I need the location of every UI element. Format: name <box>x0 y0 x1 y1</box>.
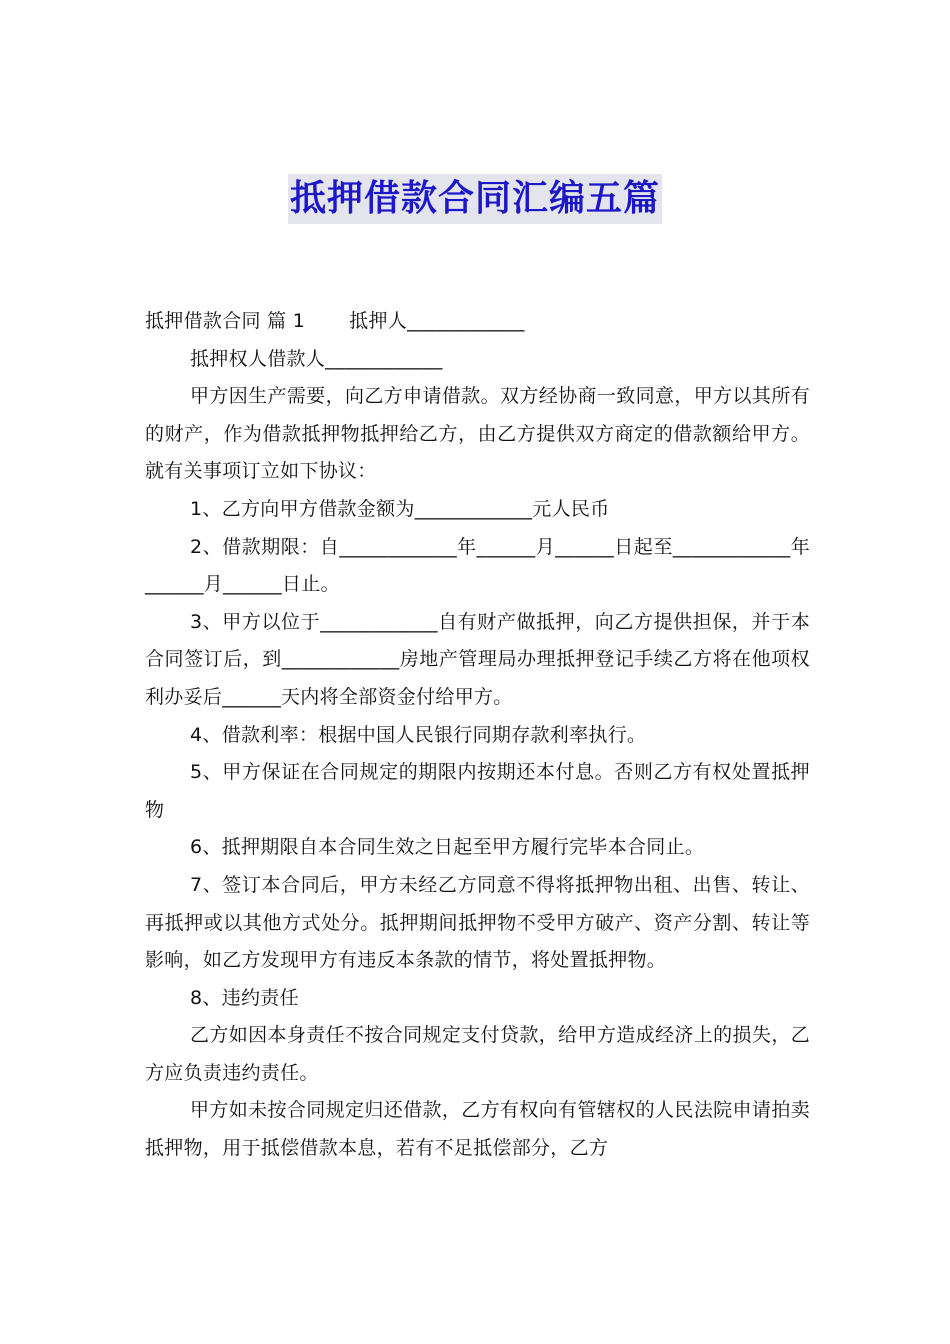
pledgee-borrower-field: 抵押权人借款人____________ <box>190 347 443 370</box>
section-heading-line <box>145 303 810 341</box>
paragraph-clause-8-heading: 8、违约责任 <box>190 986 299 1009</box>
paragraph-clause-5: 5、甲方保证在合同规定的期限内按期还本付息。否则乙方有权处置抵押物 <box>145 761 810 821</box>
paragraph-intro: 甲方因生产需要，向乙方申请借款。双方经协商一致同意，甲方以其所有的财产，作为借款抵押物抵押给乙方，由乙方提供双方商定的借款额给甲方。就有关事项订立如下协议： <box>145 385 810 483</box>
section-heading: 抵押借款合同 篇 1 <box>145 310 306 332</box>
paragraph-clause-6: 6、抵押期限自本合同生效之日起至甲方履行完毕本合同止。 <box>190 836 705 859</box>
paragraph-clause-8-party-b: 乙方如因本身责任不按合同规定支付贷款，给甲方造成经济上的损失，乙方应负责违约责任。 <box>145 1024 810 1084</box>
pledgor-field: 抵押人____________ <box>349 310 525 332</box>
paragraph-clause-3: 3、甲方以位于____________自有财产做抵押，向乙方提供担保，并于本合同签订后，到____________房地产管理局办理抵押登记手续乙方将在他项权利办妥后______天内将全部资金付给甲方。 <box>145 610 810 708</box>
paragraph-clause-2: 2、借款期限：自____________年______月______日起至____________年______月______日止。 <box>145 535 810 596</box>
paragraph-clause-1: 1、乙方向甲方借款金额为____________元人民币 <box>190 497 610 520</box>
document-title: 抵押借款合同汇编五篇 <box>288 174 662 224</box>
document-body <box>145 303 810 1168</box>
paragraph-clause-7: 7、签订本合同后，甲方未经乙方同意不得将抵押物出租、出售、转让、再抵押或以其他方式处分。抵押期间抵押物不受甲方破产、资产分割、转让等影响，如乙方发现甲方有违反本条款的情节，将处置抵押物。 <box>145 873 810 972</box>
paragraph-clause-4: 4、借款利率：根据中国人民银行同期存款利率执行。 <box>190 723 647 746</box>
document-title-wrapper <box>0 174 950 224</box>
paragraph-clause-8-party-a: 甲方如未按合同规定归还借款，乙方有权向有管辖权的人民法院申请拍卖抵押物，用于抵偿借款本息，若有不足抵偿部分，乙方 <box>145 1099 810 1160</box>
